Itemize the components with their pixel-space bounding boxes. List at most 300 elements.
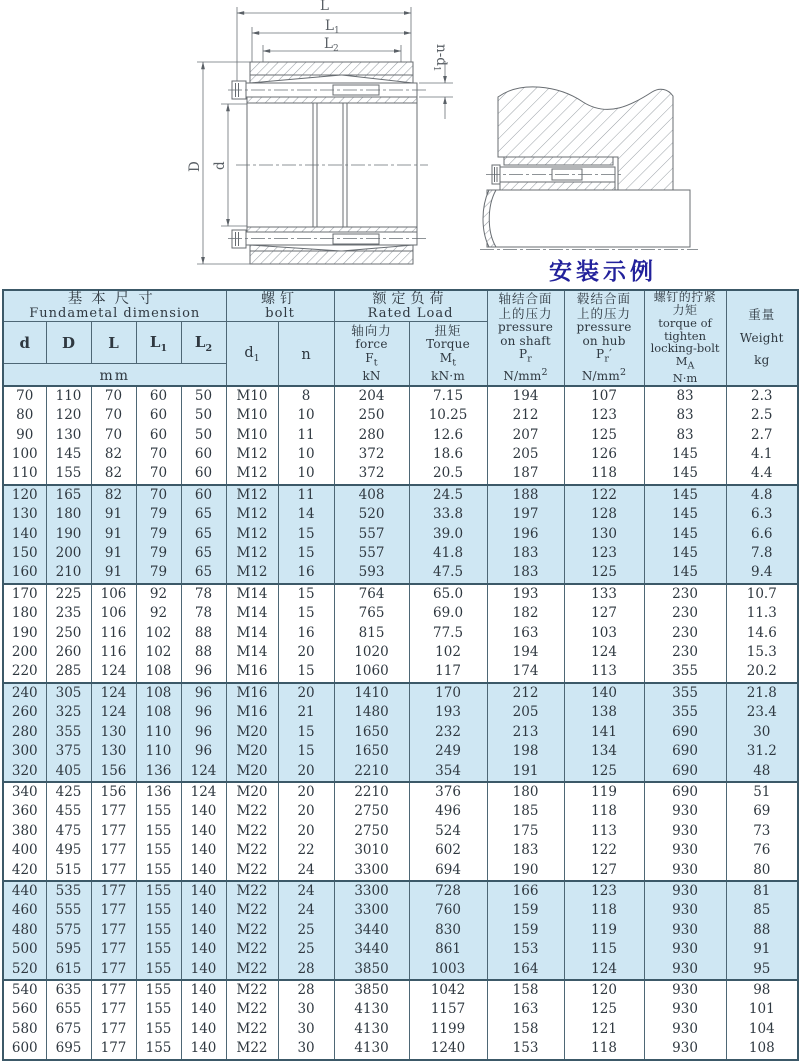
table-row — [3, 445, 798, 464]
cell-L: 177 — [91, 940, 136, 959]
cell-pressure-shaft: 183 — [487, 544, 564, 563]
cell-tightening-torque: 230 — [644, 624, 726, 643]
cell-L1: 60 — [136, 386, 181, 406]
cell-pressure-shaft: 163 — [487, 624, 564, 643]
cell-L2: 140 — [181, 822, 226, 841]
table-row — [3, 1020, 798, 1039]
cell-d1: M22 — [226, 1020, 278, 1039]
cell-d1: M20 — [226, 762, 278, 782]
cell-weight: 69 — [726, 802, 798, 821]
cell-axial-force: 1410 — [334, 683, 409, 703]
cell-L2: 78 — [181, 584, 226, 604]
cell-torque: 728 — [409, 881, 487, 901]
cell-n: 8 — [278, 386, 334, 406]
cell-L2: 96 — [181, 742, 226, 761]
cell-n: 22 — [278, 841, 334, 860]
cell-d1: M10 — [226, 386, 278, 406]
table-row — [3, 881, 798, 901]
cell-axial-force: 3440 — [334, 921, 409, 940]
cell-tightening-torque: 690 — [644, 742, 726, 761]
cell-pressure-shaft: 183 — [487, 563, 564, 583]
cell-torque: 354 — [409, 762, 487, 782]
cell-pressure-hub: 113 — [564, 822, 644, 841]
cell-torque: 496 — [409, 802, 487, 821]
cell-tightening-torque: 355 — [644, 683, 726, 703]
cell-axial-force: 4130 — [334, 1000, 409, 1019]
cell-n: 11 — [278, 485, 334, 505]
cell-torque: 249 — [409, 742, 487, 761]
table-row — [3, 624, 798, 643]
table-row — [3, 643, 798, 662]
cell-axial-force: 520 — [334, 505, 409, 524]
dim-label-L: L — [320, 0, 329, 14]
cell-tightening-torque: 930 — [644, 802, 726, 821]
cell-d1: M22 — [226, 960, 278, 980]
table-row — [3, 505, 798, 524]
cell-weight: 95 — [726, 960, 798, 980]
cell-L1: 70 — [136, 464, 181, 484]
cell-L: 177 — [91, 841, 136, 860]
cell-L2: 140 — [181, 802, 226, 821]
cell-axial-force: 3300 — [334, 881, 409, 901]
cell-pressure-shaft: 166 — [487, 881, 564, 901]
cell-L2: 96 — [181, 662, 226, 682]
cell-D: 355 — [46, 723, 91, 742]
cell-torque: 1240 — [409, 1039, 487, 1059]
cell-pressure-hub: 133 — [564, 584, 644, 604]
cell-d: 170 — [3, 584, 46, 604]
cell-L1: 155 — [136, 822, 181, 841]
cell-D: 695 — [46, 1039, 91, 1059]
cell-torque: 602 — [409, 841, 487, 860]
cell-L: 177 — [91, 960, 136, 980]
cell-L1: 110 — [136, 723, 181, 742]
cell-weight: 23.4 — [726, 703, 798, 722]
dim-label-L1: $L_1$ — [325, 18, 340, 36]
cell-d: 150 — [3, 544, 46, 563]
cell-axial-force: 3300 — [334, 901, 409, 920]
cell-axial-force: 557 — [334, 544, 409, 563]
cell-tightening-torque: 930 — [644, 861, 726, 881]
cell-weight: 51 — [726, 782, 798, 802]
cell-D: 155 — [46, 464, 91, 484]
cell-axial-force: 372 — [334, 445, 409, 464]
cell-tightening-torque: 930 — [644, 841, 726, 860]
table-row — [3, 703, 798, 722]
cell-D: 475 — [46, 822, 91, 841]
cell-d: 580 — [3, 1020, 46, 1039]
cell-D: 375 — [46, 742, 91, 761]
cell-d: 560 — [3, 1000, 46, 1019]
cell-L2: 140 — [181, 980, 226, 1000]
cell-pressure-hub: 115 — [564, 940, 644, 959]
cell-D: 495 — [46, 841, 91, 860]
cell-d1: M20 — [226, 782, 278, 802]
cell-pressure-shaft: 190 — [487, 861, 564, 881]
cell-axial-force: 204 — [334, 386, 409, 406]
cell-D: 285 — [46, 662, 91, 682]
header-bolt: 螺钉 bolt — [226, 290, 334, 322]
cell-L: 116 — [91, 624, 136, 643]
cell-D: 655 — [46, 1000, 91, 1019]
cell-d1: M22 — [226, 980, 278, 1000]
table-row — [3, 802, 798, 821]
cell-axial-force: 1060 — [334, 662, 409, 682]
cell-axial-force: 3010 — [334, 841, 409, 860]
cell-d: 360 — [3, 802, 46, 821]
installation-example-drawing — [480, 55, 800, 255]
cell-tightening-torque: 230 — [644, 643, 726, 662]
cell-n: 20 — [278, 643, 334, 662]
cell-D: 190 — [46, 525, 91, 544]
cell-tightening-torque: 930 — [644, 822, 726, 841]
cell-d: 160 — [3, 563, 46, 583]
cell-weight: 48 — [726, 762, 798, 782]
cell-tightening-torque: 145 — [644, 525, 726, 544]
cell-pressure-hub: 121 — [564, 1020, 644, 1039]
cell-pressure-shaft: 175 — [487, 822, 564, 841]
cell-n: 15 — [278, 604, 334, 623]
cell-weight: 80 — [726, 861, 798, 881]
cell-weight: 98 — [726, 980, 798, 1000]
cell-L: 91 — [91, 563, 136, 583]
cell-n: 21 — [278, 703, 334, 722]
cell-d: 120 — [3, 485, 46, 505]
cell-L2: 96 — [181, 703, 226, 722]
cell-L2: 65 — [181, 563, 226, 583]
cell-pressure-shaft: 188 — [487, 485, 564, 505]
cell-weight: 7.8 — [726, 544, 798, 563]
cell-tightening-torque: 145 — [644, 544, 726, 563]
cell-pressure-shaft: 163 — [487, 1000, 564, 1019]
cell-L1: 155 — [136, 980, 181, 1000]
cell-pressure-shaft: 194 — [487, 386, 564, 406]
cell-L: 106 — [91, 604, 136, 623]
cell-weight: 9.4 — [726, 563, 798, 583]
header-col-n: n — [278, 322, 334, 386]
table-row — [3, 683, 798, 703]
cell-L1: 108 — [136, 683, 181, 703]
cell-tightening-torque: 930 — [644, 1000, 726, 1019]
cell-torque: 1199 — [409, 1020, 487, 1039]
cell-n: 20 — [278, 782, 334, 802]
cell-n: 15 — [278, 544, 334, 563]
cell-n: 10 — [278, 406, 334, 425]
cell-weight: 14.6 — [726, 624, 798, 643]
cell-n: 15 — [278, 723, 334, 742]
cell-axial-force: 3850 — [334, 960, 409, 980]
cell-L: 156 — [91, 762, 136, 782]
cell-axial-force: 3300 — [334, 861, 409, 881]
cell-torque: 41.8 — [409, 544, 487, 563]
cell-d1: M10 — [226, 426, 278, 445]
cell-D: 325 — [46, 703, 91, 722]
cell-torque: 24.5 — [409, 485, 487, 505]
table-row — [3, 544, 798, 563]
cell-weight: 31.2 — [726, 742, 798, 761]
cell-L: 124 — [91, 703, 136, 722]
cell-d: 480 — [3, 921, 46, 940]
cell-D: 405 — [46, 762, 91, 782]
cell-L: 177 — [91, 1020, 136, 1039]
cell-weight: 30 — [726, 723, 798, 742]
table-row — [3, 782, 798, 802]
cell-torque: 117 — [409, 662, 487, 682]
cell-n: 30 — [278, 1039, 334, 1059]
cell-d: 220 — [3, 662, 46, 682]
cell-D: 515 — [46, 861, 91, 881]
cell-weight: 108 — [726, 1039, 798, 1059]
cell-torque: 861 — [409, 940, 487, 959]
cell-pressure-hub: 124 — [564, 643, 644, 662]
cell-L1: 110 — [136, 742, 181, 761]
cell-D: 595 — [46, 940, 91, 959]
cell-pressure-hub: 125 — [564, 762, 644, 782]
cell-L1: 102 — [136, 643, 181, 662]
cell-L1: 155 — [136, 802, 181, 821]
cell-d1: M12 — [226, 525, 278, 544]
cell-weight: 88 — [726, 921, 798, 940]
cell-d1: M14 — [226, 624, 278, 643]
cell-pressure-hub: 141 — [564, 723, 644, 742]
cell-pressure-shaft: 159 — [487, 901, 564, 920]
cell-n: 10 — [278, 445, 334, 464]
cell-tightening-torque: 930 — [644, 1020, 726, 1039]
cell-pressure-shaft: 212 — [487, 683, 564, 703]
cell-d: 400 — [3, 841, 46, 860]
cell-weight: 10.7 — [726, 584, 798, 604]
cell-pressure-hub: 125 — [564, 426, 644, 445]
cell-d1: M22 — [226, 802, 278, 821]
cell-n: 15 — [278, 662, 334, 682]
table-row — [3, 426, 798, 445]
cell-L1: 155 — [136, 861, 181, 881]
table-row — [3, 822, 798, 841]
cell-D: 235 — [46, 604, 91, 623]
cell-tightening-torque: 690 — [644, 723, 726, 742]
cell-pressure-hub: 119 — [564, 782, 644, 802]
cell-d: 500 — [3, 940, 46, 959]
table-row — [3, 1000, 798, 1019]
cell-d: 80 — [3, 406, 46, 425]
cell-pressure-hub: 118 — [564, 1039, 644, 1059]
cell-L2: 60 — [181, 485, 226, 505]
table-row — [3, 525, 798, 544]
cell-d: 190 — [3, 624, 46, 643]
cell-pressure-hub: 103 — [564, 624, 644, 643]
cell-d1: M16 — [226, 683, 278, 703]
cell-L1: 79 — [136, 525, 181, 544]
cell-tightening-torque: 145 — [644, 464, 726, 484]
cell-pressure-shaft: 164 — [487, 960, 564, 980]
cell-weight: 2.3 — [726, 386, 798, 406]
cell-axial-force: 4130 — [334, 1020, 409, 1039]
cell-n: 15 — [278, 584, 334, 604]
cell-L2: 140 — [181, 960, 226, 980]
cell-n: 16 — [278, 563, 334, 583]
header-tightening-torque: 螺钉的拧紧 力矩 torque of tighten locking-bolt $M_A$ N·m — [644, 290, 726, 386]
cell-axial-force: 557 — [334, 525, 409, 544]
cell-pressure-hub: 127 — [564, 604, 644, 623]
cell-L2: 88 — [181, 643, 226, 662]
cell-d: 240 — [3, 683, 46, 703]
cell-tightening-torque: 230 — [644, 604, 726, 623]
cell-d: 420 — [3, 861, 46, 881]
header-unit-mm: mm — [3, 364, 226, 386]
cell-weight: 20.2 — [726, 662, 798, 682]
cell-L1: 92 — [136, 604, 181, 623]
cell-L2: 140 — [181, 901, 226, 920]
cell-d1: M22 — [226, 861, 278, 881]
cell-tightening-torque: 930 — [644, 881, 726, 901]
cell-weight: 101 — [726, 1000, 798, 1019]
cell-L2: 140 — [181, 921, 226, 940]
cell-torque: 1003 — [409, 960, 487, 980]
cell-D: 200 — [46, 544, 91, 563]
cell-n: 24 — [278, 901, 334, 920]
cell-L: 124 — [91, 683, 136, 703]
cell-L1: 92 — [136, 584, 181, 604]
cell-axial-force: 3440 — [334, 940, 409, 959]
cell-axial-force: 2750 — [334, 822, 409, 841]
cell-d1: M16 — [226, 703, 278, 722]
cell-n: 15 — [278, 525, 334, 544]
cell-d1: M20 — [226, 723, 278, 742]
header-pressure-on-shaft: 轴结合面 上的压力 pressure on shaft $P_r$ $N/mm^2$ — [487, 290, 564, 386]
cell-L: 177 — [91, 901, 136, 920]
table-row — [3, 563, 798, 583]
cell-D: 425 — [46, 782, 91, 802]
cell-pressure-hub: 138 — [564, 703, 644, 722]
cell-tightening-torque: 930 — [644, 980, 726, 1000]
cell-pressure-hub: 140 — [564, 683, 644, 703]
cell-pressure-shaft: 153 — [487, 940, 564, 959]
table-row — [3, 464, 798, 484]
cell-torque: 102 — [409, 643, 487, 662]
cell-d: 70 — [3, 386, 46, 406]
cell-torque: 65.0 — [409, 584, 487, 604]
cell-L1: 70 — [136, 445, 181, 464]
table-row — [3, 940, 798, 959]
cell-D: 615 — [46, 960, 91, 980]
cell-pressure-shaft: 212 — [487, 406, 564, 425]
cell-n: 10 — [278, 464, 334, 484]
cell-torque: 1157 — [409, 1000, 487, 1019]
cell-pressure-shaft: 205 — [487, 703, 564, 722]
cell-L1: 60 — [136, 426, 181, 445]
dim-label-d: d — [212, 161, 228, 170]
cell-L: 91 — [91, 525, 136, 544]
cell-pressure-hub: 125 — [564, 1000, 644, 1019]
header-weight: 重量 Weight kg — [726, 290, 798, 386]
header-col-L: L — [91, 322, 136, 364]
cell-weight: 76 — [726, 841, 798, 860]
cell-L2: 50 — [181, 426, 226, 445]
cell-L1: 155 — [136, 940, 181, 959]
cell-d: 130 — [3, 505, 46, 524]
cell-L2: 88 — [181, 624, 226, 643]
cell-n: 28 — [278, 960, 334, 980]
cell-L1: 102 — [136, 624, 181, 643]
cell-tightening-torque: 690 — [644, 782, 726, 802]
cell-d1: M14 — [226, 643, 278, 662]
cell-torque: 7.15 — [409, 386, 487, 406]
cell-pressure-hub: 127 — [564, 861, 644, 881]
header-basic-dimension: 基本尺寸 Fundametal dimension — [3, 290, 226, 322]
cell-pressure-hub: 120 — [564, 980, 644, 1000]
cell-weight: 6.3 — [726, 505, 798, 524]
cell-pressure-hub: 128 — [564, 505, 644, 524]
cell-D: 305 — [46, 683, 91, 703]
cell-D: 575 — [46, 921, 91, 940]
cell-weight: 15.3 — [726, 643, 798, 662]
cell-D: 555 — [46, 901, 91, 920]
cell-torque: 193 — [409, 703, 487, 722]
cell-D: 165 — [46, 485, 91, 505]
cell-tightening-torque: 930 — [644, 901, 726, 920]
cell-tightening-torque: 230 — [644, 584, 726, 604]
cell-weight: 4.1 — [726, 445, 798, 464]
cell-d1: M22 — [226, 881, 278, 901]
cell-weight: 11.3 — [726, 604, 798, 623]
cell-L1: 60 — [136, 406, 181, 425]
cell-D: 455 — [46, 802, 91, 821]
cell-L2: 140 — [181, 861, 226, 881]
cell-torque: 12.6 — [409, 426, 487, 445]
cell-d: 440 — [3, 881, 46, 901]
cell-torque: 760 — [409, 901, 487, 920]
spec-table-body — [3, 386, 798, 1060]
header-axial-force: 轴向力 force $F_t$ kN — [334, 322, 409, 386]
technical-drawings — [0, 0, 800, 289]
cell-weight: 2.7 — [726, 426, 798, 445]
dim-label-n-d1: $n-d_1$ — [431, 44, 449, 72]
cell-n: 30 — [278, 1020, 334, 1039]
cell-n: 14 — [278, 505, 334, 524]
cell-weight: 81 — [726, 881, 798, 901]
cell-pressure-shaft: 193 — [487, 584, 564, 604]
cell-axial-force: 1020 — [334, 643, 409, 662]
cell-L1: 79 — [136, 544, 181, 563]
cell-pressure-hub: 118 — [564, 464, 644, 484]
cell-L: 177 — [91, 822, 136, 841]
cell-d1: M22 — [226, 841, 278, 860]
cell-n: 20 — [278, 683, 334, 703]
cell-torque: 77.5 — [409, 624, 487, 643]
cell-L1: 155 — [136, 1000, 181, 1019]
cell-L: 177 — [91, 881, 136, 901]
header-pressure-on-hub: 毂结合面 上的压力 pressure on hub $P_r'$ $N/mm^2$ — [564, 290, 644, 386]
cell-L1: 155 — [136, 960, 181, 980]
cell-L2: 124 — [181, 782, 226, 802]
cell-L2: 124 — [181, 762, 226, 782]
cell-L: 177 — [91, 802, 136, 821]
cell-L2: 65 — [181, 505, 226, 524]
cell-n: 25 — [278, 921, 334, 940]
header-col-D: D — [46, 322, 91, 364]
cell-d1: M12 — [226, 505, 278, 524]
cell-pressure-hub: 130 — [564, 525, 644, 544]
cell-axial-force: 250 — [334, 406, 409, 425]
cell-d: 460 — [3, 901, 46, 920]
cell-d1: M22 — [226, 940, 278, 959]
cell-pressure-shaft: 180 — [487, 782, 564, 802]
header-rated-load: 额定负荷 Rated Load — [334, 290, 487, 322]
cell-axial-force: 2750 — [334, 802, 409, 821]
cell-pressure-hub: 119 — [564, 921, 644, 940]
cell-n: 20 — [278, 822, 334, 841]
cell-tightening-torque: 930 — [644, 1039, 726, 1059]
